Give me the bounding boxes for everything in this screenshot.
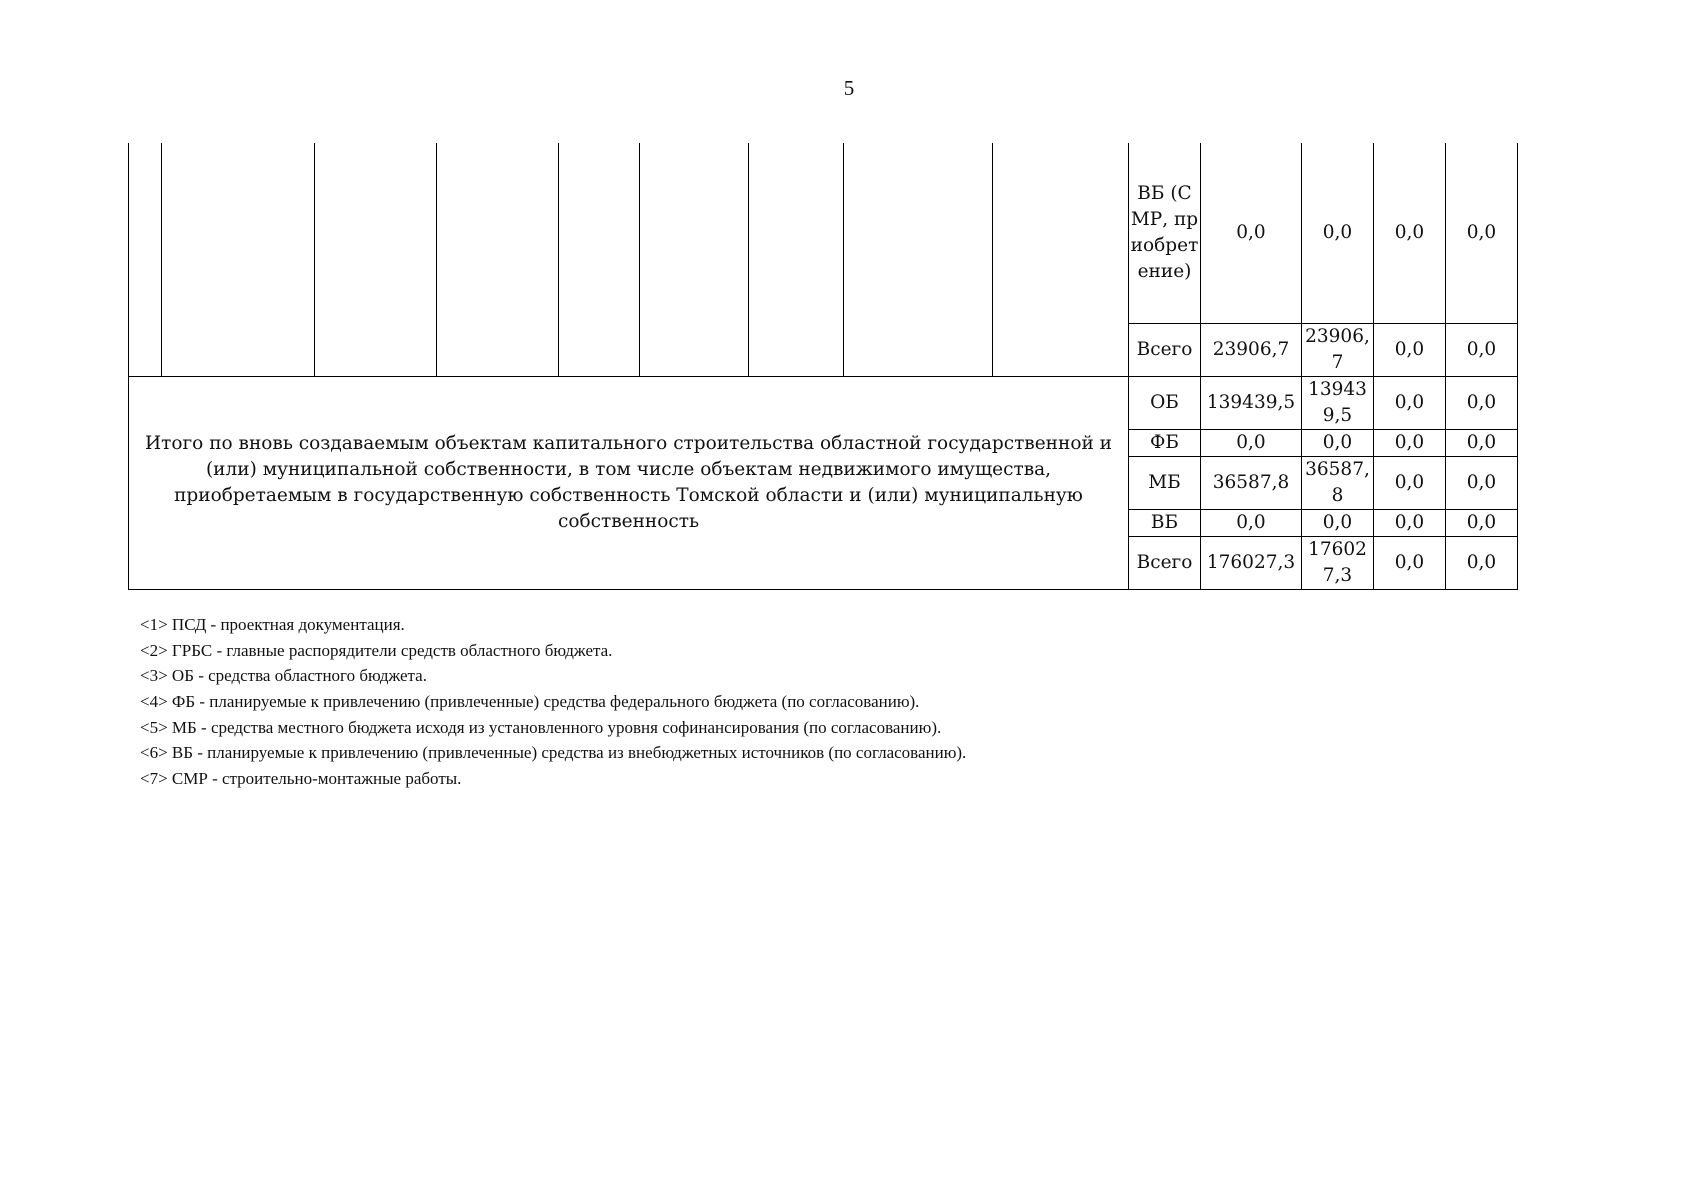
empty-cell	[437, 143, 559, 376]
empty-cell	[559, 143, 640, 376]
funding-source-cell: Всего	[1129, 323, 1201, 376]
value-cell: 139439,5	[1302, 376, 1374, 429]
footnotes	[140, 612, 966, 792]
footnote: <5> МБ - средства местного бюджета исходя из установленного уровня софинансирования (по согласованию).	[140, 717, 942, 737]
funding-source-cell: Всего	[1129, 536, 1201, 589]
funding-source-cell: ОБ	[1129, 376, 1201, 429]
footnote: <4> ФБ - планируемые к привлечению (привлеченные) средства федерального бюджета (по согласованию).	[140, 692, 920, 712]
value-cell: 0,0	[1446, 429, 1518, 456]
value-cell: 0,0	[1446, 323, 1518, 376]
value-cell: 0,0	[1374, 456, 1446, 509]
value-cell: 0,0	[1201, 429, 1302, 456]
value-cell: 0,0	[1374, 536, 1446, 589]
footnote: <6> ВБ - планируемые к привлечению (привлеченные) средства из внебюджетных источников (по согласованию).	[140, 743, 967, 763]
footnote: <1> ПСД - проектная документация.	[140, 615, 405, 634]
value-cell: 0,0	[1446, 143, 1518, 323]
table-row	[129, 143, 1518, 323]
value-cell: 176027,3	[1201, 536, 1302, 589]
value-cell: 0,0	[1446, 509, 1518, 536]
value-cell: 139439,5	[1201, 376, 1302, 429]
empty-cell	[129, 143, 162, 376]
value-cell: 0,0	[1446, 376, 1518, 429]
total-label: Итого по вновь создаваемым объектам капитального строительства областной государственной и (или) муниципальной собственности, в том числе объектам недвижимого имущества, приобретаемым в государственную собственность Томской области и (или) муниципальную собственность	[129, 376, 1129, 589]
value-cell: 23906,7	[1201, 323, 1302, 376]
funding-source-cell: ФБ	[1129, 429, 1201, 456]
value-cell: 36587,8	[1201, 456, 1302, 509]
financing-table	[128, 143, 1518, 590]
footnote: <3> ОБ - средства областного бюджета.	[140, 666, 427, 686]
empty-cell	[162, 143, 315, 376]
funding-source-cell: ВБ (СМР, приобретение)	[1129, 143, 1201, 323]
value-cell: 0,0	[1374, 429, 1446, 456]
value-cell: 0,0	[1374, 509, 1446, 536]
empty-cell	[749, 143, 844, 376]
empty-cell	[640, 143, 749, 376]
funding-source-cell: МБ	[1129, 456, 1201, 509]
value-cell: 0,0	[1302, 143, 1374, 323]
value-cell: 0,0	[1374, 376, 1446, 429]
empty-cell	[844, 143, 993, 376]
table-row	[129, 376, 1518, 429]
value-cell: 23906,7	[1302, 323, 1374, 376]
value-cell: 0,0	[1302, 429, 1374, 456]
value-cell: 0,0	[1201, 509, 1302, 536]
value-cell: 176027,3	[1302, 536, 1374, 589]
value-cell: 0,0	[1374, 323, 1446, 376]
empty-cell	[315, 143, 437, 376]
footnote: <7> СМР - строительно-монтажные работы.	[140, 769, 462, 789]
value-cell: 0,0	[1374, 143, 1446, 323]
value-cell: 0,0	[1446, 456, 1518, 509]
funding-source-cell: ВБ	[1129, 509, 1201, 536]
value-cell: 0,0	[1302, 509, 1374, 536]
page-number: 5	[843, 76, 855, 100]
value-cell: 36587,8	[1302, 456, 1374, 509]
value-cell: 0,0	[1446, 536, 1518, 589]
empty-cell	[993, 143, 1129, 376]
value-cell: 0,0	[1201, 143, 1302, 323]
footnote: <2> ГРБС - главные распорядители средств областного бюджета.	[140, 640, 613, 660]
